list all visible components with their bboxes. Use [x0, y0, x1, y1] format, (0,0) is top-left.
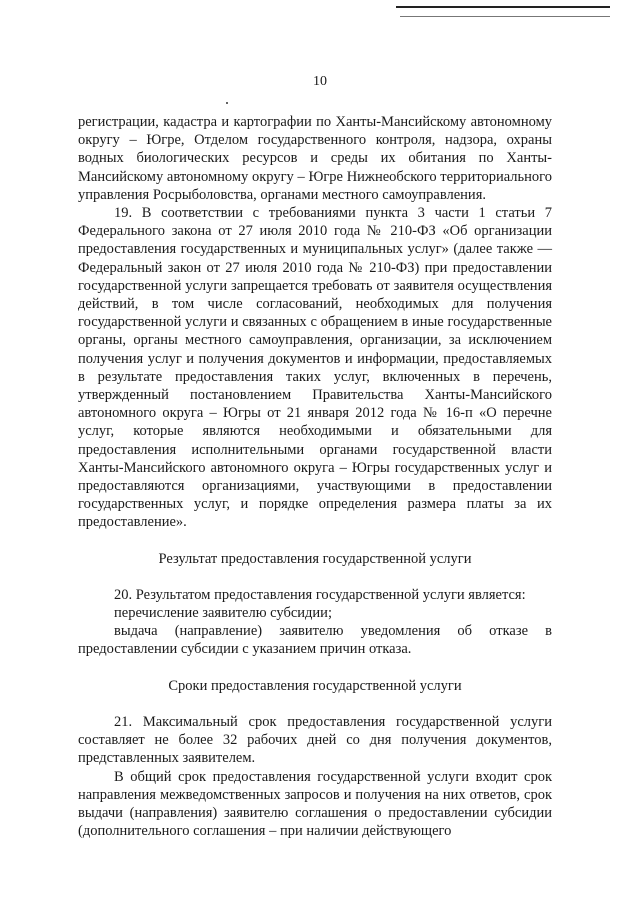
- paragraph-19: 19. В соответствии с требованиями пункта 3 части 1 статьи 7 Федерального закона от 27 июля 2010 года № 210-ФЗ «Об организации предоставления государственных и муниципальных услуг» (далее также — Федеральный закон от 27 июля 2010 года № 210-ФЗ) при предоставлении государственной услуги запрещается требовать от заявителя осуществления действий, в том числе согласований, необходимых для получения государственной услуги и связанных с обращением в иные государственные органы, органы местного самоуправления, организации, за исключением получения услуг и получения документов и информации, предоставляемых в результате предоставления таких услуг, включенных в перечень, утвержденный постановлением Правительства Ханты-Мансийского автономного округа – Югры от 21 января 2012 года № 16-п «О перечне услуг, которые являются необходимыми и обязательными для предоставления исполнительными органами государственной власти Ханты-Мансийского автономного округа – Югры государственных услуг и предоставляются организациями, участвующими в предоставлении государственных услуг, и порядке определения размера платы за их предоставление».: [78, 205, 552, 531]
- page-number: 10: [313, 74, 327, 89]
- section-heading-result: Результат предоставления государственной услуги: [158, 550, 472, 567]
- list-item-transfer: перечисление заявителю субсидии;: [114, 605, 332, 622]
- paragraph-21: 21. Максимальный срок предоставления государственной услуги составляет не более 32 рабочих дней со дня получения документов, представленных заявителем.: [78, 713, 552, 767]
- top-rule-thin: [400, 16, 610, 17]
- document-body: [78, 113, 552, 840]
- paragraph-total-term: В общий срок предоставления государственной услуги входит срок направления межведомственных запросов и получения на них ответов, срок выдачи (направления) заявителю соглашения о предоставлении субсидии (дополнительного соглашения – при наличии действующего: [78, 768, 552, 840]
- scan-speck: [226, 102, 228, 104]
- section-heading-terms: Сроки предоставления государственной услуги: [168, 677, 462, 694]
- paragraph-continuation: регистрации, кадастра и картографии по Ханты-Мансийскому автономному округу – Югре, Отделом государственного контроля, надзора, охраны водных биологических ресурсов и среды их обитания по Ханты-Мансийскому автономному округу – Югре Нижнеобского территориального управления Росрыболовства, органами местного самоуправления.: [78, 114, 552, 203]
- top-rule: [396, 6, 610, 8]
- paragraph-20: 20. Результатом предоставления государственной услуги является:: [114, 586, 526, 603]
- list-item-refusal: выдача (направление) заявителю уведомления об отказе в предоставлении субсидии с указанием причин отказа.: [78, 623, 552, 658]
